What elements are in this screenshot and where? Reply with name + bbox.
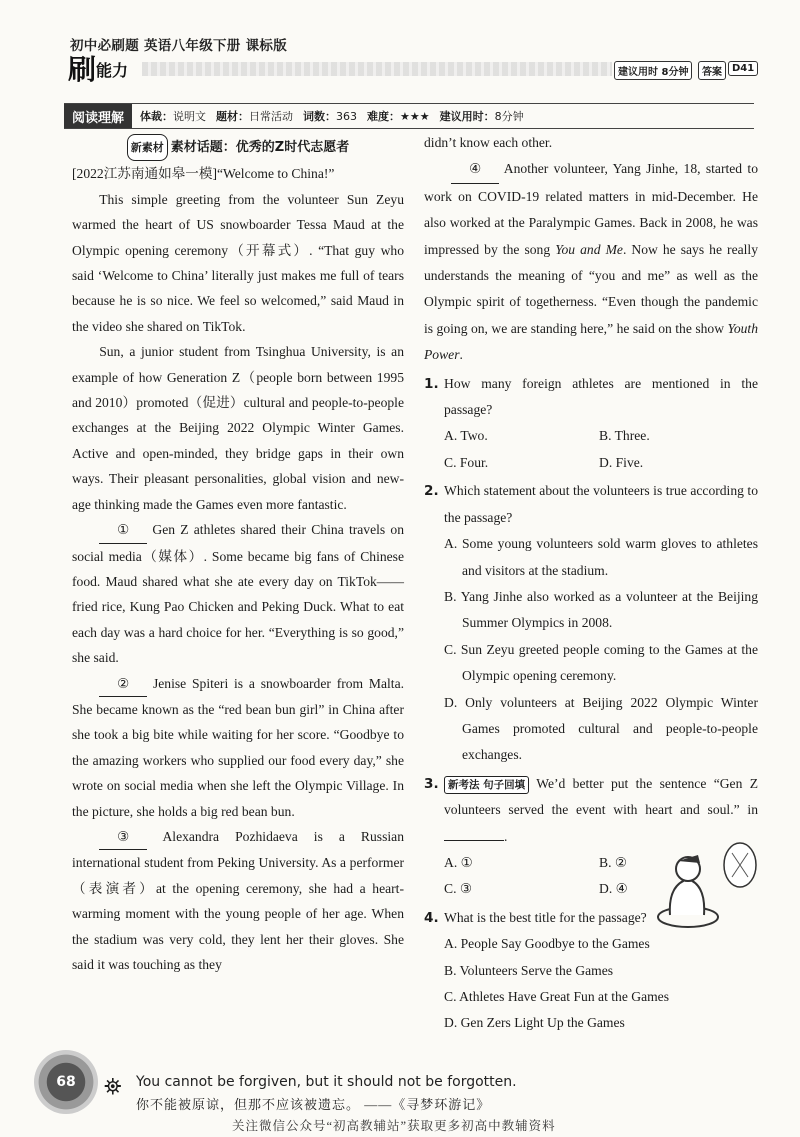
suggested-time: 建议用时：8分钟 (439, 110, 524, 123)
new-material-badge: 新素材 (127, 134, 168, 161)
paragraph-1: This simple greeting from the volunteer Sun Zeyu warmed the heart of US snowboarder Tessa Maud at the Olympic opening ceremony（开幕式）. “That guy who said ‘Welcome to China’ literally just makes me full of tears because he is so nice. We feel so welcomed,” said Maud in the video she shared on TikTok. (72, 191, 404, 334)
question-3: 3. 新考法 句子回填 We’d better put the sentence “Gen Z volunteers served the event with heart and soul.” in . A. ① B. ② C. ③ D. ④ (424, 771, 758, 903)
q4-option-a[interactable]: A. People Say Goodbye to the Games (444, 936, 650, 952)
quote-english: You cannot be forgiven, but it should not be forgotten. (136, 1074, 517, 1090)
answer-blank[interactable] (444, 840, 504, 841)
q4-option-b[interactable]: B. Volunteers Serve the Games (444, 962, 614, 978)
question-1: 1. How many foreign athletes are mentioned in the passage? A. Two. B. Three. C. Four. D. Five. (424, 371, 758, 477)
blank-4: ④ (451, 156, 499, 183)
paragraph-3: ① Gen Z athletes shared their China travels on social media（媒体）. Some became big fans of Chinese food. Maud shared what she ate every day on TikTok——fried rice, Kung Pao Chicken and Peking Duck. What to eat each day was a hard choice for her. “Everything is so good,” she said. (72, 517, 404, 670)
brand-subtitle: 能力 (96, 61, 129, 80)
paragraph-5-continued: didn’t know each other. (424, 135, 553, 150)
question-2: 2. Which statement about the volunteers is true according to the passage? A. Some young volunteers sold warm gloves to athletes and visitors at the stadium. B. Yang Jinhe also worked as a volunteer at the Beijing Summer Olympics in 2008. C. Sun Zeyu greeted people coming to the Games at the Olympic opening ceremony. D. Only volunteers at Beijing 2022 Olympic Winter Games promoted cultural and people-to-people exchanges. (424, 478, 758, 768)
word-count: 词数：363 (303, 110, 358, 123)
series-line: 初中必刷题 英语八年级下册 课标版 (70, 38, 287, 54)
brand-char: 刷 (68, 53, 97, 86)
new-test-badge: 新考法 句子回填 (444, 776, 529, 794)
blank-2: ② (99, 671, 147, 697)
q2-option-d[interactable]: D. Only volunteers at Beijing 2022 Olympic Winter Games promoted cultural and people-to-people exchanges. (444, 694, 758, 763)
answer-chip: 答案 (698, 61, 726, 80)
quote-chinese: 你不能被原谅，但那不应该被遗忘。 ——《寻梦环游记》 (136, 1097, 491, 1112)
q1-option-d[interactable]: D. Five. (599, 454, 644, 470)
q1-option-c[interactable]: C. Four. (444, 454, 489, 470)
paragraph-6: ④ Another volunteer, Yang Jinhe, 18, started to work on COVID-19 related matters in mid-December. He also worked at the Paralympic Games. Back in 2008, he was impressed by the song You and Me. Now he says he really understands the meaning of “you and me” as well as the Olympic spirit of togetherness. “Even though the pandemic is going on, we are standing here,” he said on the show Youth Power. (424, 156, 758, 368)
passage-left-column (72, 134, 404, 977)
time-chip: 建议用时 8分钟 (614, 61, 692, 80)
q2-option-a[interactable]: A. Some young volunteers sold warm gloves to athletes and visitors at the stadium. (444, 536, 758, 578)
cartoon-mascot-icon (640, 835, 760, 935)
source-line: [2022江苏南通如皋一模]“Welcome to China!” (72, 166, 335, 182)
topic: 题材：日常活动 (216, 110, 294, 123)
blank-3: ③ (99, 824, 147, 850)
decorative-rule (142, 62, 612, 76)
q2-option-b[interactable]: B. Yang Jinhe also worked as a volunteer at the Beijing Summer Olympics in 2008. (444, 588, 758, 631)
q4-option-c[interactable]: C. Athletes Have Great Fun at the Games (444, 989, 669, 1004)
section-tag: 阅读理解 (64, 104, 132, 128)
q3-option-a[interactable]: A. ① (444, 854, 473, 870)
q3-option-b[interactable]: B. ② (599, 854, 628, 870)
q1-option-b[interactable]: B. Three. (599, 428, 650, 444)
footer-note: 关注微信公众号“初高教辅站”获取更多初高中教辅资料 (232, 1119, 556, 1133)
q2-option-c[interactable]: C. Sun Zeyu greeted people coming to the Games at the Olympic opening ceremony. (444, 641, 758, 684)
lighthouse-icon: ⛯ (104, 1074, 122, 1099)
paragraph-4: ② Jenise Spiteri is a snowboarder from Malta. She became known as the “red bean bun girl” in China after she took a big bite while waiting for her score. “Goodbye to the amazing workers who supplied our food every day,” she wrote on social media when she left the Olympic Village. In the picture, she holds a big red bean bun. (72, 671, 404, 824)
genre: 体裁：说明文 (140, 110, 207, 123)
passage-title: 新素材 素材话题：优秀的Z时代志愿者 (72, 134, 404, 161)
q3-option-d[interactable]: D. ④ (599, 881, 628, 897)
paragraph-2: Sun, a junior student from Tsinghua University, is an example of how Generation Z（people born between 1995 and 2010）promoted（促进）cultural and people-to-people exchanges at the Beijing 2022 Olympic Winter Games. Active and open-minded, they bridge gaps in their own ways. Their pleasant personalities, global vision and new-age thinking made the Games even more fantastic. (72, 344, 404, 512)
difficulty: 难度：★★★ (367, 110, 430, 123)
exercise-header (64, 103, 754, 129)
answer-code: D41 (728, 61, 758, 76)
paragraph-5: ③ Alexandra Pozhidaeva is a Russian international student from Peking University. As a performer（表演者）at the opening ceremony, she had a heart-warming moment with the young people of her age. When the stadium was very cold, they lent her their gloves. She said it was touching as they (72, 824, 404, 977)
blank-1: ① (99, 517, 147, 543)
q1-option-a[interactable]: A. Two. (444, 428, 488, 444)
q4-option-d[interactable]: D. Gen Zers Light Up the Games (444, 1015, 625, 1031)
question-4: 4. What is the best title for the passage? A. People Say Goodbye to the Games B. Volunteers Serve the Games C. Athletes Have Great Fun at the Games D. Gen Zers Light Up the Games (424, 905, 758, 1037)
page-number: 68 (56, 1074, 76, 1090)
q3-option-c[interactable]: C. ③ (444, 881, 473, 897)
